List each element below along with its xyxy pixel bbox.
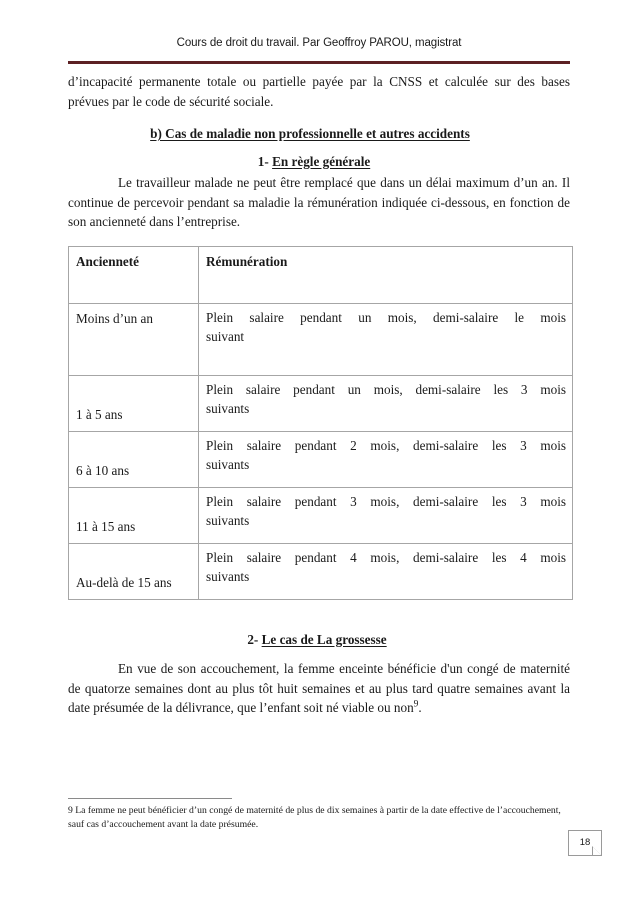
table-row [69, 543, 573, 599]
remuneration-line-2: suivants [206, 401, 250, 416]
anciennete-value: Moins d’un an [76, 310, 153, 326]
paragraph-grossesse-text: En vue de son accouchement, la femme enceinte bénéficie d'un congé de maternité de quatorze semaines dont au plus tôt huit semaines et au plus tard quatre semaines avant la date présumée de la délivrance, que l’enfant soit né viable ou non [68, 661, 570, 715]
table-cell-anciennete [69, 303, 199, 375]
table-cell-anciennete [69, 431, 199, 487]
paragraph-grossesse-end: . [418, 700, 422, 715]
remuneration-value [199, 432, 572, 479]
table-row [69, 375, 573, 431]
table-cell-remuneration [199, 375, 573, 431]
table-header-remuneration [199, 246, 573, 303]
remuneration-line-1: Plein salaire pendant un mois, demi-salaire les 3 mois [206, 381, 566, 397]
table-cell-anciennete [69, 543, 199, 599]
table-cell-remuneration [199, 543, 573, 599]
heading-b-cas-de-maladie [68, 124, 570, 144]
table-header-anciennete [69, 246, 199, 303]
paragraph-grossesse [68, 659, 570, 718]
anciennete-value: 6 à 10 ans [76, 462, 130, 478]
heading-2-la-grossesse [68, 630, 570, 650]
remuneration-value [199, 376, 572, 423]
table-cell-anciennete [69, 487, 199, 543]
table-cell-remuneration [199, 303, 573, 375]
document-content [68, 72, 570, 718]
remuneration-value [199, 304, 572, 351]
remuneration-value [199, 544, 572, 591]
anciennete-remuneration-table [68, 246, 573, 600]
header-rule [68, 61, 570, 64]
footnote-area [68, 798, 570, 831]
heading-1-en-regle-generale [68, 152, 570, 172]
remuneration-line-2: suivants [206, 569, 250, 584]
section-grossesse [68, 630, 570, 718]
heading-b-text: b) Cas de maladie non professionnelle et autres accidents [150, 126, 470, 141]
remuneration-line-1: Plein salaire pendant un mois, demi-salaire le mois [206, 309, 566, 325]
table-cell-remuneration [199, 487, 573, 543]
anciennete-value: 11 à 15 ans [76, 518, 136, 534]
table-header-row [69, 246, 573, 303]
remuneration-line-2: suivants [206, 513, 250, 528]
remuneration-value [199, 488, 572, 535]
heading-1-number: 1- [257, 153, 273, 169]
page-number-badge [568, 830, 602, 856]
table-row [69, 487, 573, 543]
paragraph-incapacite: d’incapacité permanente totale ou partielle payée par la CNSS et calculée sur des bases prévues par le code de sécurité sociale. [68, 74, 570, 109]
remuneration-line-1: Plein salaire pendant 2 mois, demi-salaire les 3 mois [206, 437, 566, 453]
anciennete-value: Au-delà de 15 ans [76, 574, 172, 590]
remuneration-line-1: Plein salaire pendant 3 mois, demi-salaire les 3 mois [206, 493, 566, 509]
footnote-separator [68, 798, 232, 799]
table-row [69, 431, 573, 487]
remuneration-line-2: suivant [206, 329, 245, 344]
paragraph-regle-generale: Le travailleur malade ne peut être remplacé que dans un délai maximum d’un an. Il continue de percevoir pendant sa maladie la rémunération indiquée ci-dessous, en fonction de son ancienneté dans l’entreprise. [68, 175, 570, 229]
table-row [69, 303, 573, 375]
table-cell-remuneration [199, 431, 573, 487]
running-header [0, 36, 638, 50]
table-header-remuneration-label: Rémunération [206, 253, 288, 269]
anciennete-value: 1 à 5 ans [76, 406, 123, 422]
table-cell-anciennete [69, 375, 199, 431]
folded-corner-inner-icon [593, 847, 601, 855]
running-header-text: Cours de droit du travail. Par Geoffroy PAROU, magistrat [176, 37, 462, 49]
remuneration-line-2: suivants [206, 457, 250, 472]
heading-2-text: Le cas de La grossesse [261, 631, 387, 647]
heading-1-text: En règle générale [272, 153, 371, 169]
table-header-anciennete-label: Ancienneté [76, 253, 139, 269]
heading-2-number: 2- [247, 631, 262, 647]
footnote-text: 9 La femme ne peut bénéficier d’un congé de maternité de plus de dix semaines à partir de la date effective de l’accouchement, sauf cas d’accouchement avant la date présumée. [68, 805, 561, 830]
page-number: 18 [579, 837, 591, 848]
footnote-reference-marker: 9 [413, 699, 419, 710]
remuneration-line-1: Plein salaire pendant 4 mois, demi-salaire les 4 mois [206, 549, 566, 565]
